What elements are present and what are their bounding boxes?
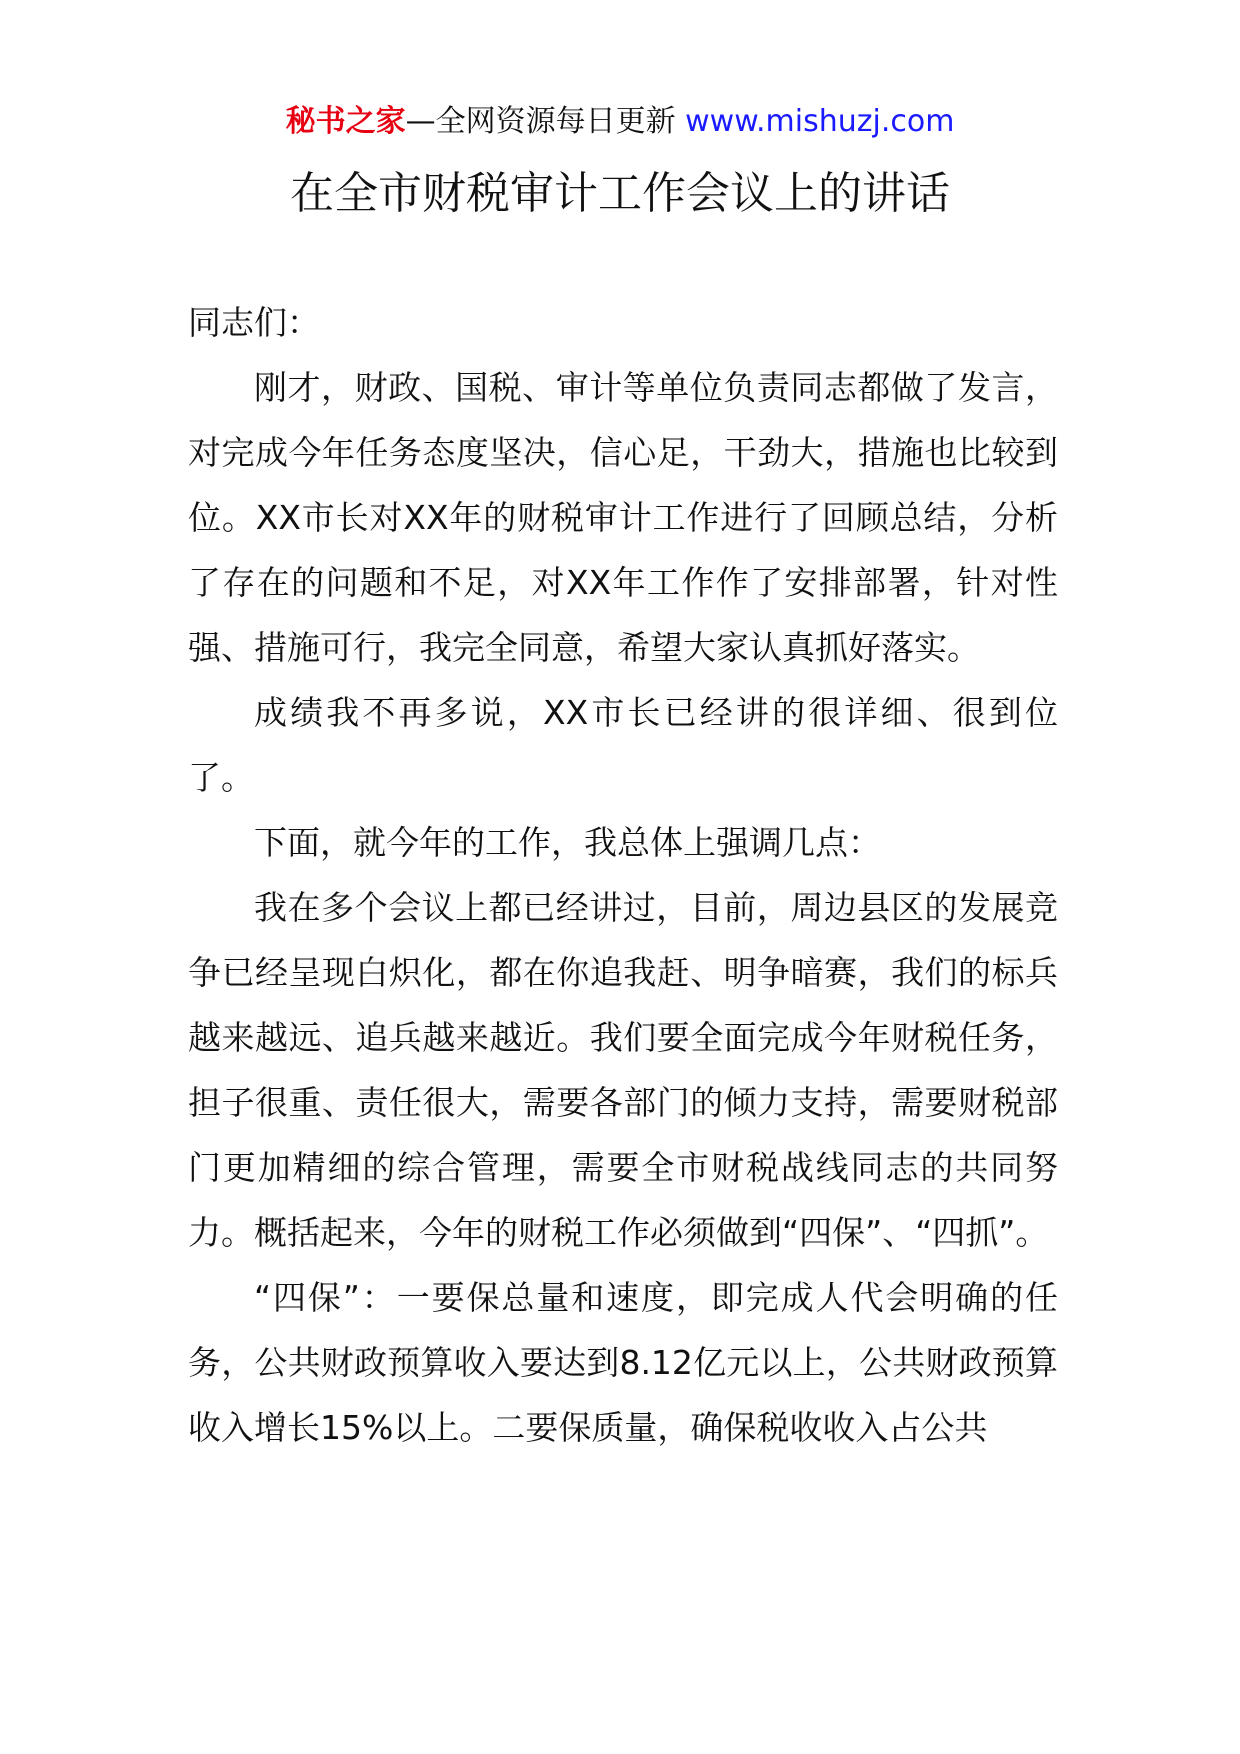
paragraph: 成绩我不再多说，XX市长已经讲的很详细、很到位了。: [188, 693, 1058, 797]
page-title: 在全市财税审计工作会议上的讲话: [290, 168, 950, 219]
site-header: [0, 100, 1240, 144]
brand-name: 秘书之家: [285, 104, 406, 139]
paragraph: 下面，就今年的工作，我总体上强调几点：: [254, 823, 881, 862]
paragraph: 刚才，财政、国税、审计等单位负责同志都做了发言，对完成今年任务态度坚决，信心足，干劲大，措施也比较到位。XX市长对XX年的财税审计工作进行了回顾总结，分析了存在的问题和不足，对XX年工作作了安排部署，针对性强、措施可行，我完全同意，希望大家认真抓好落实。: [188, 368, 1058, 667]
paragraph: “四保”：一要保总量和速度，即完成人代会明确的任务，公共财政预算收入要达到8.12亿元以上，公共财政预算收入增长15%以上。二要保质量，确保税收收入占公共: [188, 1278, 1058, 1447]
document-body: [188, 290, 1058, 1460]
site-url-link[interactable]: www.mishuzj.com: [685, 104, 955, 139]
paragraph: 我在多个会议上都已经讲过，目前，周边县区的发展竞争已经呈现白炽化，都在你追我赶、明争暗赛，我们的标兵越来越远、追兵越来越近。我们要全面完成今年财税任务，担子很重、责任很大，需要各部门的倾力支持，需要财税部门更加精细的综合管理，需要全市财税战线同志的共同努力。概括起来，今年的财税工作必须做到“四保”、“四抓”。: [188, 888, 1058, 1252]
salutation: 同志们：: [188, 303, 320, 342]
header-tagline: —全网资源每日更新: [405, 104, 686, 139]
